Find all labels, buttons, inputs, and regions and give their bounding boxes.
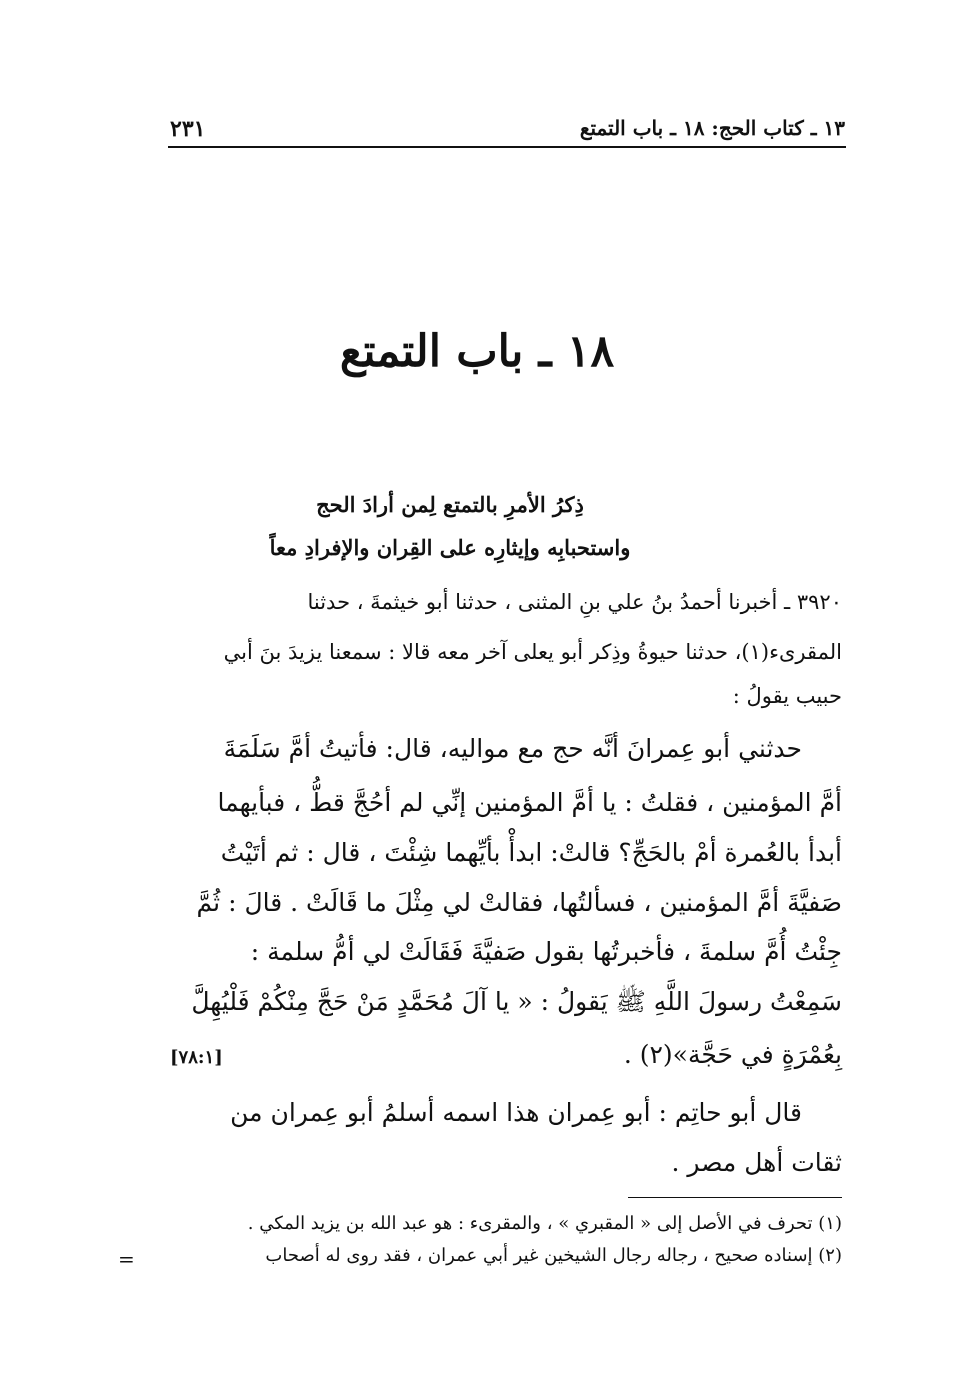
matn-line: أمَّ المؤمنين ، فقلتُ : يا أمَّ المؤمنين إنِّي لم أحُجَّ قطُّ ، فبأيهما	[217, 788, 842, 817]
isnad-line: حبيب يقولُ :	[732, 684, 842, 708]
footnote-2: (٢) إسناده صحيح ، رجاله رجال الشيخين غير أبي عمران ، فقد روى له أصحاب	[265, 1245, 842, 1266]
matn-line: سَمِعْتُ رسولَ اللَّهِ ﷺ يَقولُ : « يا آلَ مُحَمَّدٍ مَنْ حَجَّ مِنْكُمْ فَلْيُهِلَّ	[191, 987, 842, 1016]
footnote-continuation-mark: =	[118, 1247, 135, 1271]
chapter-title: ١٨ ـ باب التمتع	[339, 326, 615, 377]
matn-line: أبدأ بالعُمرة أمْ بالحَجِّ؟ قالتْ: ابدأْ بأيِّهما شِئْتَ ، قال : ثم أتَيْتُ	[220, 838, 842, 867]
matn-line: صَفيَّةَ أمَّ المؤمنين ، فسألتُها، فقالتْ لي مِثْلَ ما قَالَتْ . قالَ : ثُمَّ	[196, 888, 842, 917]
running-head: ١٣ ـ كتاب الحج: ١٨ ـ باب التمتع	[579, 116, 845, 140]
matn-line: بِعُمْرَةٍ في حَجَّة»(٢) .	[623, 1040, 842, 1069]
comment-line: ثقات أهل مصر .	[671, 1148, 842, 1177]
section-subtitle-line-2: واستحبابِه وإيثارِه على القِران والإفرادِ معاً	[269, 535, 631, 560]
section-subtitle-line-1: ذِكرُ الأمرِ بالتمتع لِمن أرادَ الحج	[316, 492, 584, 517]
isnad-line: ٣٩٢٠ ـ أخبرنا أحمدُ بنُ علي بنِ المثنى ، حدثنا أبو خيثمةَ ، حدثنا	[307, 590, 842, 614]
header-rule	[168, 146, 846, 148]
matn-line: جِئْتُ أُمَّ سلمةَ ، فأخبرتُها بقول صَفيَّةَ فَقَالَتْ لي أمُّ سلمة :	[250, 937, 842, 966]
isnad-line: المقرىء(١)، حدثنا حيوةُ وذِكر أبو يعلى آخر معه قالا : سمعنا يزيدَ بنَ أبي	[223, 640, 842, 664]
footnote-1: (١) تحرف في الأصل إلى « المقبري » ، والمقرىء : هو عبد الله بن يزيد المكي .	[247, 1213, 842, 1234]
page-number: ٢٣١	[170, 116, 206, 142]
source-reference: [٧٨:١]	[170, 1047, 223, 1068]
matn-line: حدثني أبو عِمرانَ أنَّه حج مع مواليه، قال: فأتيتُ أمَّ سَلَمَةَ	[223, 734, 802, 763]
footnote-separator	[628, 1197, 842, 1198]
comment-line: قال أبو حاتِم : أبو عِمران هذا اسمه أسلمُ أبو عِمران من	[230, 1098, 802, 1127]
